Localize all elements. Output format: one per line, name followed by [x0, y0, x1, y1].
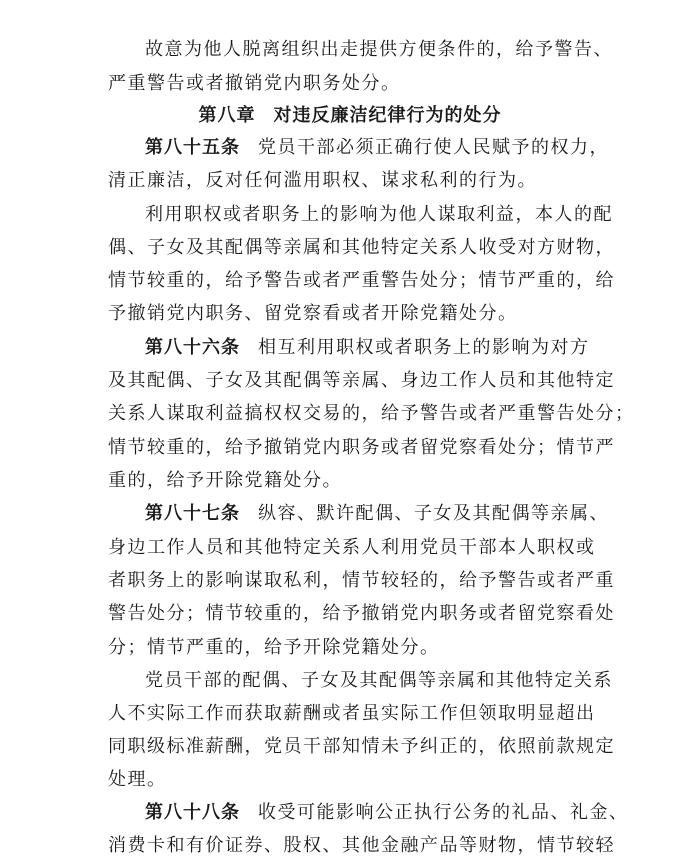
article-label: 第八十七条 [145, 503, 240, 524]
text-line: 同职级标准薪酬，党员干部知情未予纠正的，依照前款规定 [108, 736, 615, 757]
text-line: 者职务上的影响谋取私利，情节较轻的，给予警告或者严重 [108, 570, 615, 591]
text-line: 偶、子女及其配偶等亲属和其他特定关系人收受对方财物， [108, 237, 615, 258]
article-86-first-line [145, 336, 590, 360]
article-87-first-line [145, 502, 609, 526]
text-line: 重的，给予开除党籍处分。 [108, 470, 342, 491]
text-line: 情节较重的，给予撤销党内职务或者留党察看处分；情节严 [108, 437, 615, 458]
article-text: 纵容、默许配偶、子女及其配偶等亲属、 [258, 503, 609, 524]
article-label: 第八十五条 [145, 137, 240, 158]
article-85-first-line [145, 136, 609, 160]
chapter-heading [0, 104, 700, 128]
article-88-first-line [145, 801, 629, 825]
text-line: 关系人谋取利益搞权权交易的，给予警告或者严重警告处分； [108, 403, 635, 424]
text-line: 故意为他人脱离组织出走提供方便条件的，给予警告、 [145, 39, 613, 60]
text-line: 严重警告或者撤销党内职务处分。 [108, 73, 401, 94]
text-line: 身边工作人员和其他特定关系人利用党员干部本人职权或 [108, 537, 596, 558]
chapter-number: 第八章 [198, 105, 256, 126]
text-line: 人不实际工作而获取薪酬或者虽实际工作但领取明显超出 [108, 703, 596, 724]
text-line: 处理。 [108, 769, 167, 790]
article-text: 收受可能影响公正执行公务的礼品、礼金、 [258, 802, 629, 823]
article-text: 相互利用职权或者职务上的影响为对方 [258, 337, 590, 358]
text-line: 警告处分；情节较重的，给予撤销党内职务或者留党察看处 [108, 603, 615, 624]
text-line: 及其配偶、子女及其配偶等亲属、身边工作人员和其他特定 [108, 370, 615, 391]
text-line: 党员干部的配偶、子女及其配偶等亲属和其他特定关系 [145, 670, 613, 691]
text-line: 分；情节严重的，给予开除党籍处分。 [108, 637, 440, 658]
text-line: 清正廉洁，反对任何滥用职权、谋求私利的行为。 [108, 170, 537, 191]
text-line: 予撤销党内职务、留党察看或者开除党籍处分。 [108, 303, 518, 324]
chapter-title: 对违反廉洁纪律行为的处分 [273, 105, 502, 126]
article-text: 党员干部必须正确行使人民赋予的权力， [258, 137, 609, 158]
text-line: 消费卡和有价证券、股权、其他金融产品等财物，情节较轻 [108, 835, 615, 856]
article-label: 第八十八条 [145, 802, 240, 823]
article-label: 第八十六条 [145, 337, 240, 358]
text-line: 情节较重的，给予警告或者严重警告处分；情节严重的，给 [108, 270, 615, 291]
text-line: 利用职权或者职务上的影响为他人谋取利益，本人的配 [145, 204, 613, 225]
